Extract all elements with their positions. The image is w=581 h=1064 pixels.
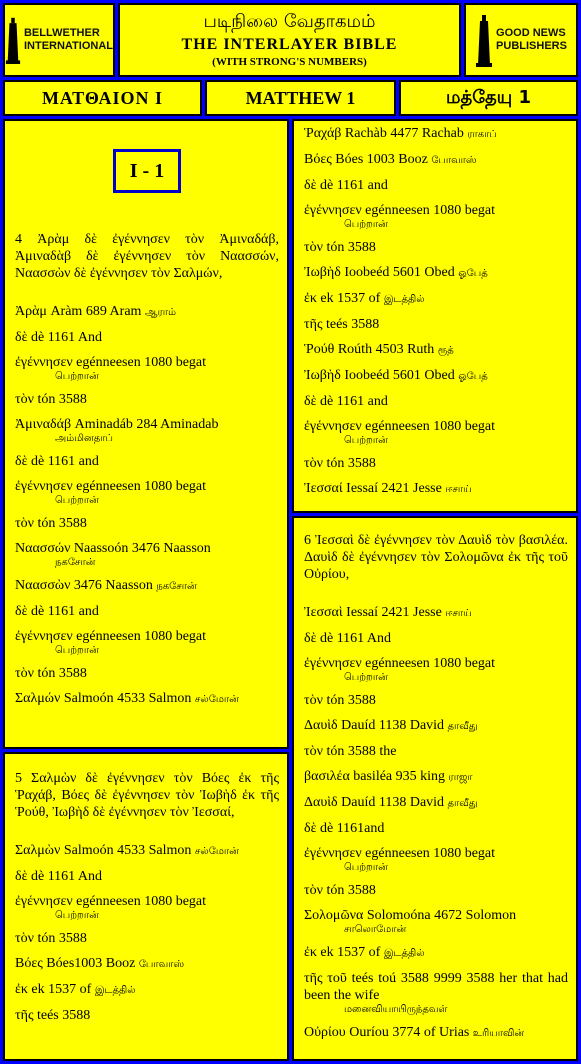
verse-text: 6 Ἰεσσαὶ δὲ ἐγέννησεν τὸν Δαυὶδ τὸν βασιλέα. Δαυὶδ δὲ ἐγέννησεν τὸν Σολομῶνα ἐκ τῆς τοῦ Οὐρίου,	[304, 533, 568, 582]
entry-main: δὲ dè 1161 And	[15, 330, 103, 345]
entry-main: Οὐρίου Ouríou 3774 of Urias	[304, 1025, 470, 1040]
entry-tamil: ஆராம்	[144, 307, 177, 318]
title-block	[118, 3, 461, 77]
word-entry	[304, 907, 568, 936]
entry-main: δὲ dè 1161and	[304, 821, 385, 836]
panel-verse-5	[3, 752, 289, 1061]
word-entry	[15, 665, 279, 682]
word-entry	[15, 391, 279, 408]
entry-tamil-meaning: நகசோன்	[55, 557, 96, 568]
word-entry	[304, 970, 568, 1016]
entry-main: τὸν tón 3588	[304, 693, 376, 708]
entry-main: Ῥούθ Roúth 4503 Ruth	[304, 342, 435, 357]
tower-icon	[475, 13, 493, 67]
entry-tamil-meaning: சாலொமோன்	[344, 924, 407, 935]
entry-tamil: போவாஸ்	[138, 959, 185, 970]
entry-tamil-meaning: பெற்றான்	[55, 495, 99, 506]
word-entry	[304, 480, 568, 498]
panel-verse-5-cont	[292, 119, 578, 513]
logo-left-line2: INTERNATIONAL	[23, 40, 113, 52]
entry-main: ἐγέννησεν egénneesen 1080 begat	[15, 355, 207, 370]
word-entry	[15, 540, 279, 569]
entry-tamil-meaning: பெற்றான்	[344, 219, 388, 230]
entry-tamil: இடத்தில்	[383, 294, 425, 305]
word-entry	[15, 416, 279, 445]
word-entry	[304, 125, 568, 143]
entry-main: Ἀμιναδάβ Aminadáb 284 Aminadab	[15, 417, 219, 432]
bellwether-logo	[3, 3, 115, 77]
entry-main: Σαλμὼν Salmoón 4533 Salmon	[15, 843, 192, 858]
word-entry	[304, 202, 568, 231]
book-tamil: மத்தேயு 1	[399, 80, 578, 116]
book-greek: ΜΑΤΘΑΙΟΝ Ι	[3, 80, 202, 116]
entry-main: Σαλμών Salmoón 4533 Salmon	[15, 691, 192, 706]
entry-main: Δαυὶδ Dauíd 1138 David	[304, 795, 445, 810]
page-subtitle: (WITH STRONG'S NUMBERS)	[212, 56, 367, 68]
word-entry	[304, 367, 568, 385]
word-entry	[15, 577, 279, 595]
entry-main: Ῥαχάβ Rachàb 4477 Rachab	[304, 126, 464, 141]
entry-main: δὲ dè 1161 and	[304, 394, 388, 409]
entry-main: τὸν tón 3588	[15, 516, 87, 531]
panel-verse-6	[292, 516, 578, 1061]
tower-icon	[5, 13, 21, 67]
word-entry	[15, 329, 279, 346]
word-entry	[304, 316, 568, 333]
word-entry	[304, 655, 568, 684]
entry-tamil-meaning: பெற்றான்	[55, 371, 99, 382]
entry-main: τῆς teés 3588	[304, 317, 380, 332]
verse-text: 4 Ἀρὰμ δὲ ἐγέννησεν τὸν Ἀμιναδάβ, Ἀμιναδὰβ δὲ ἐγέννησεν τὸν Ναασσών, Ναασσὼν δὲ ἐγέννησεν τὸν Σαλμών,	[15, 232, 279, 281]
word-entry	[15, 1007, 279, 1024]
entry-tamil: ராகாப்	[467, 129, 497, 140]
book-english: MATTHEW 1	[205, 80, 396, 116]
entry-tamil: ஈசாய்	[445, 484, 472, 495]
entry-main: δὲ dè 1161 and	[304, 178, 388, 193]
word-entry	[15, 955, 279, 973]
word-entry	[304, 290, 568, 308]
entry-main: δὲ dè 1161 And	[15, 869, 103, 884]
word-entries	[15, 303, 279, 708]
word-entry	[15, 303, 279, 321]
entry-tamil: இடத்தில்	[94, 985, 136, 996]
word-entries	[304, 125, 568, 498]
entry-main: ἐγέννησεν egénneesen 1080 begat	[15, 479, 207, 494]
word-entry	[15, 893, 279, 922]
entry-main: τὸν tón 3588 the	[304, 744, 397, 759]
word-entry	[15, 628, 279, 657]
word-entry	[304, 341, 568, 359]
word-entry	[304, 794, 568, 812]
entry-tamil: சல்மோன்	[194, 846, 239, 857]
word-entry	[304, 692, 568, 709]
word-entry	[15, 930, 279, 947]
entry-main: ἐγέννησεν egénneesen 1080 begat	[304, 846, 496, 861]
word-entry	[304, 604, 568, 622]
entry-main: Ἰεσσαὶ Iessaí 2421 Jesse	[304, 605, 442, 620]
word-entry	[15, 515, 279, 532]
entry-main: τὸν tón 3588	[304, 456, 376, 471]
entry-tamil: ஈசாய்	[445, 608, 472, 619]
word-entry	[304, 393, 568, 410]
entry-main: βασιλέα basiléa 935 king	[304, 769, 446, 784]
entry-tamil: உரியாவின்	[472, 1028, 525, 1039]
entry-main: τῆς teés 3588	[15, 1008, 91, 1023]
word-entry	[304, 455, 568, 472]
word-entry	[304, 1024, 568, 1042]
entry-main: ἐγέννησεν egénneesen 1080 begat	[304, 656, 496, 671]
entry-tamil-meaning: பெற்றான்	[344, 862, 388, 873]
verse-text: 5 Σαλμὼν δὲ ἐγέννησεν τὸν Βόες ἐκ τῆς Ῥαχάβ, Βόες δὲ ἐγέννησεν τὸν Ἰωβὴδ ἐκ τῆς Ῥούθ, Ἰωβὴδ δὲ ἐγέννησεν τὸν Ἰεσσαί,	[15, 771, 279, 820]
word-entry	[304, 743, 568, 760]
logo-right-line2: PUBLISHERS	[496, 40, 567, 52]
word-entry	[304, 151, 568, 169]
entry-main: Ἰωβὴδ Ioobeéd 5601 Obed	[304, 368, 455, 383]
word-entry	[304, 418, 568, 447]
entry-tamil-meaning: பெற்றான்	[55, 910, 99, 921]
page-title: THE INTERLAYER BIBLE	[181, 36, 398, 53]
entry-tamil: தாவீது	[447, 721, 478, 732]
entry-tamil-meaning: அம்மினதாப்	[55, 433, 113, 444]
word-entry	[304, 882, 568, 899]
entry-tamil-meaning: பெற்றான்	[55, 645, 99, 656]
word-entry	[304, 630, 568, 647]
entry-main: ἐκ ek 1537 of	[304, 945, 381, 960]
entry-main: Ναασσών Naassoón 3476 Naasson	[15, 541, 211, 556]
entry-main: τῆς τοῦ teés toú 3588 9999 3588 her that had been the wife	[304, 971, 568, 1003]
entry-main: τὸν tón 3588	[15, 666, 87, 681]
word-entry	[304, 177, 568, 194]
entry-tamil-meaning: பெற்றான்	[344, 672, 388, 683]
entry-tamil: தாவீது	[447, 798, 478, 809]
word-entry	[15, 842, 279, 860]
word-entry	[15, 478, 279, 507]
word-entry	[15, 453, 279, 470]
word-entry	[304, 717, 568, 735]
word-entry	[304, 845, 568, 874]
entry-tamil: சல்மோன்	[194, 694, 239, 705]
entry-main: τὸν tón 3588	[15, 392, 87, 407]
entry-main: δὲ dè 1161 And	[304, 631, 392, 646]
entry-tamil: ஓபேத்	[458, 268, 488, 279]
logo-left-line1: BELLWETHER	[23, 27, 100, 39]
word-entry	[15, 868, 279, 885]
word-entry	[304, 820, 568, 837]
entry-main: ἐγέννησεν egénneesen 1080 begat	[15, 894, 207, 909]
entry-main: Βόες Bóes 1003 Booz	[304, 152, 428, 167]
entry-main: ἐγέννησεν egénneesen 1080 begat	[304, 203, 496, 218]
entry-main: ἐγέννησεν egénneesen 1080 begat	[15, 629, 207, 644]
word-entry	[15, 603, 279, 620]
entry-main: ἐκ ek 1537 of	[304, 291, 381, 306]
word-entries	[15, 842, 279, 1024]
entry-tamil: இடத்தில்	[383, 948, 425, 959]
entry-main: τὸν tón 3588	[304, 883, 376, 898]
logo-right-line1: GOOD NEWS	[496, 27, 566, 39]
entry-main: ἐγέννησεν egénneesen 1080 begat	[304, 419, 496, 434]
panel-verse-4	[3, 119, 289, 749]
entry-main: ἐκ ek 1537 of	[15, 982, 92, 997]
entry-main: Βόες Bóes1003 Booz	[15, 956, 136, 971]
entry-tamil: ராஜா	[448, 772, 473, 783]
word-entry	[304, 264, 568, 282]
entry-main: Ἰεσσαί Iessaí 2421 Jesse	[304, 481, 442, 496]
entry-main: Ἀρὰμ Aràm 689 Aram	[15, 304, 142, 319]
entry-tamil-meaning: பெற்றான்	[344, 435, 388, 446]
word-entries	[304, 604, 568, 1042]
title-tamil: படிநிலை வேதாகமம்	[203, 11, 376, 32]
entry-main: δὲ dè 1161 and	[15, 604, 99, 619]
word-entry	[15, 690, 279, 708]
entry-tamil: ரூத்	[437, 345, 454, 356]
entry-tamil-meaning: மனைவியாயிருந்தவள்	[344, 1004, 448, 1015]
entry-main: Σολομῶνα Solomoóna 4672 Solomon	[304, 908, 517, 923]
word-entry	[15, 354, 279, 383]
entry-main: Δαυὶδ Dauíd 1138 David	[304, 718, 445, 733]
word-entry	[15, 981, 279, 999]
word-entry	[304, 239, 568, 256]
entry-main: τὸν tón 3588	[15, 931, 87, 946]
chapter-label: I - 1	[113, 149, 181, 193]
good-news-logo	[464, 3, 578, 77]
entry-main: δὲ dè 1161 and	[15, 454, 99, 469]
entry-main: Ναασσὼν 3476 Naasson	[15, 578, 153, 593]
entry-main: τὸν tón 3588	[304, 240, 376, 255]
word-entry	[304, 768, 568, 786]
word-entry	[304, 944, 568, 962]
entry-tamil: போவாஸ்	[431, 155, 477, 166]
entry-tamil: நகசோன்	[156, 581, 197, 592]
entry-main: Ἰωβὴδ Ioobeéd 5601 Obed	[304, 265, 455, 280]
entry-tamil: ஓபேத்	[458, 371, 488, 382]
